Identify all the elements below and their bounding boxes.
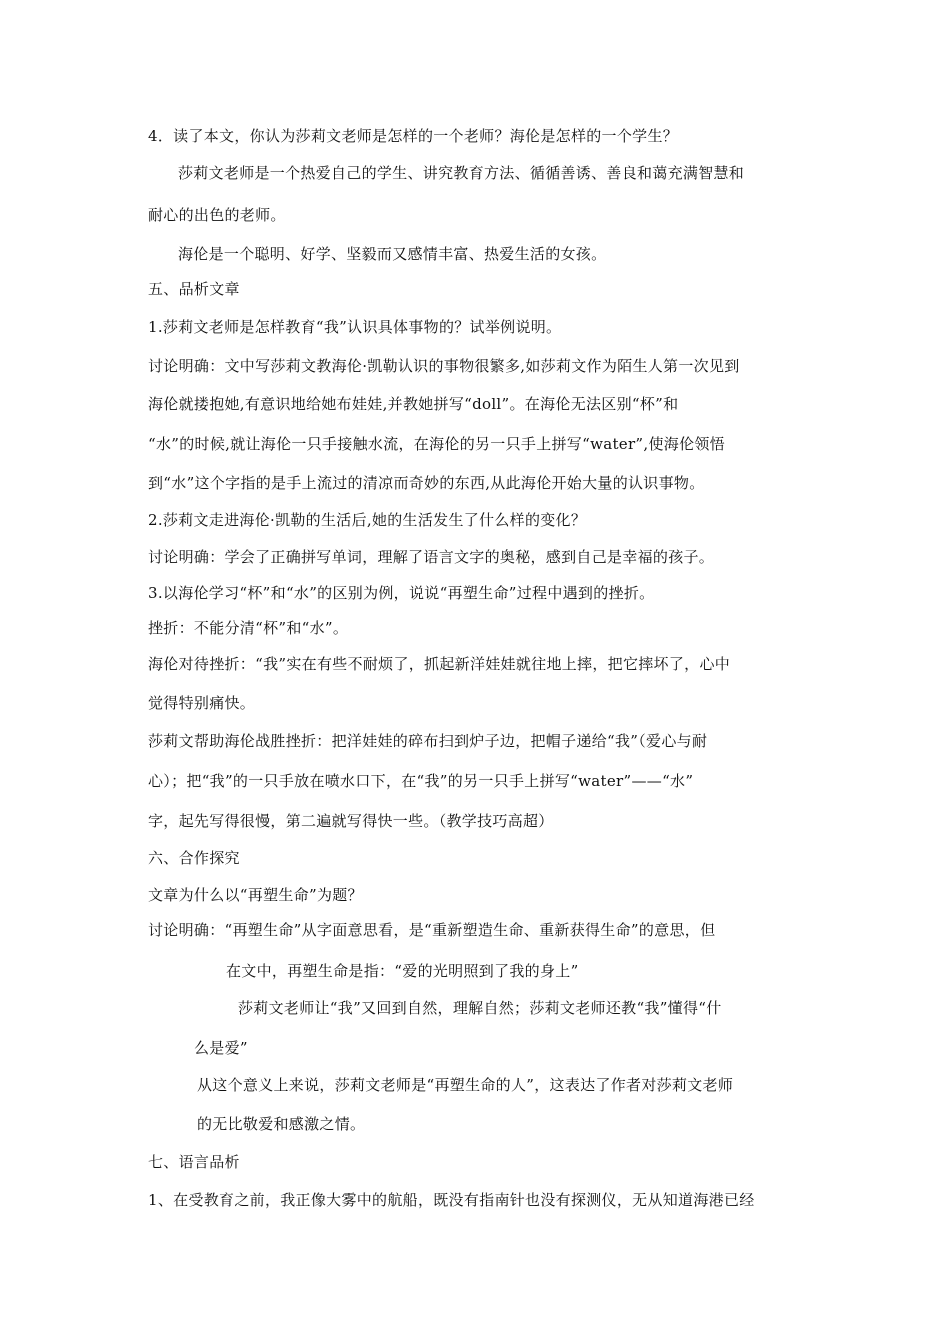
helen-response-line-1: 海伦对待挫折：“我”实在有些不耐烦了，抓起新洋娃娃就往地上摔，把它摔坏了，心中 xyxy=(148,655,731,673)
discussion-2: 讨论明确：学会了正确拼写单词，理解了语言文字的奥秘，感到自己是幸福的孩子。 xyxy=(148,548,715,566)
discussion-6-line-2: 在文中，再塑生命是指：“爱的光明照到了我的身上” xyxy=(226,962,579,980)
language-analysis-1: 1、在受教育之前，我正像大雾中的航船，既没有指南针也没有探测仪，无从知道海港已经 xyxy=(148,1191,755,1209)
sullivan-help-line-1: 莎莉文帮助海伦战胜挫折：把洋娃娃的碎布扫到炉子边，把帽子递给“我”（爱心与耐 xyxy=(148,732,708,750)
discussion-1-line-3: “水”的时候,就让海伦一只手接触水流，在海伦的另一只手上拼写“water”,使海伦领悟 xyxy=(148,435,725,453)
discussion-6-line-4: 么是爱” xyxy=(194,1039,248,1057)
section-7-heading: 七、语言品析 xyxy=(148,1153,240,1171)
discussion-1-line-1: 讨论明确：文中写莎莉文教海伦·凯勒认识的事物很繁多,如莎莉文作为陌生人第一次见到 xyxy=(148,357,740,375)
discussion-6-line-6: 的无比敬爱和感激之情。 xyxy=(197,1115,366,1133)
answer-teacher-line-2: 耐心的出色的老师。 xyxy=(148,206,286,224)
question-5-3: 3.以海伦学习“杯”和“水”的区别为例，说说“再塑生命”过程中遇到的挫折。 xyxy=(148,584,655,602)
question-4: 4．读了本文，你认为莎莉文老师是怎样的一个老师？海伦是怎样的一个学生？ xyxy=(148,127,679,145)
discussion-6-line-1: 讨论明确：“再塑生命”从字面意思看，是“重新塑造生命、重新获得生命”的意思，但 xyxy=(148,921,716,939)
section-5-heading: 五、品析文章 xyxy=(148,280,240,298)
question-5-2: 2.莎莉文走进海伦·凯勒的生活后,她的生活发生了什么样的变化？ xyxy=(148,511,587,529)
section-6-heading: 六、合作探究 xyxy=(148,849,240,867)
discussion-6-line-3: 莎莉文老师让“我”又回到自然，理解自然；莎莉文老师还教“我”懂得“什 xyxy=(238,999,722,1017)
question-6: 文章为什么以“再塑生命”为题？ xyxy=(148,886,363,904)
sullivan-help-line-3: 字，起先写得很慢，第二遍就写得快一些。（教学技巧高超） xyxy=(148,812,554,830)
discussion-1-line-2: 海伦就搂抱她,有意识地给她布娃娃,并教她拼写“doll”。在海伦无法区别“杯”和 xyxy=(148,395,679,413)
sullivan-help-line-2: 心）；把“我”的一只手放在喷水口下，在“我”的另一只手上拼写“water”——“水” xyxy=(148,772,694,790)
answer-teacher-line-1: 莎莉文老师是一个热爱自己的学生、讲究教育方法、循循善诱、善良和蔼充满智慧和 xyxy=(178,164,745,182)
setback: 挫折：不能分清“杯”和“水”。 xyxy=(148,619,349,637)
discussion-1-line-4: 到“水”这个字指的是手上流过的清凉而奇妙的东西,从此海伦开始大量的认识事物。 xyxy=(148,474,705,492)
question-5-1: 1.莎莉文老师是怎样教育“我”认识具体事物的？试举例说明。 xyxy=(148,318,562,336)
answer-student: 海伦是一个聪明、好学、坚毅而又感情丰富、热爱生活的女孩。 xyxy=(178,245,607,263)
discussion-6-line-5: 从这个意义上来说，莎莉文老师是“再塑生命的人”，这表达了作者对莎莉文老师 xyxy=(197,1076,734,1094)
helen-response-line-2: 觉得特别痛快。 xyxy=(148,694,256,712)
